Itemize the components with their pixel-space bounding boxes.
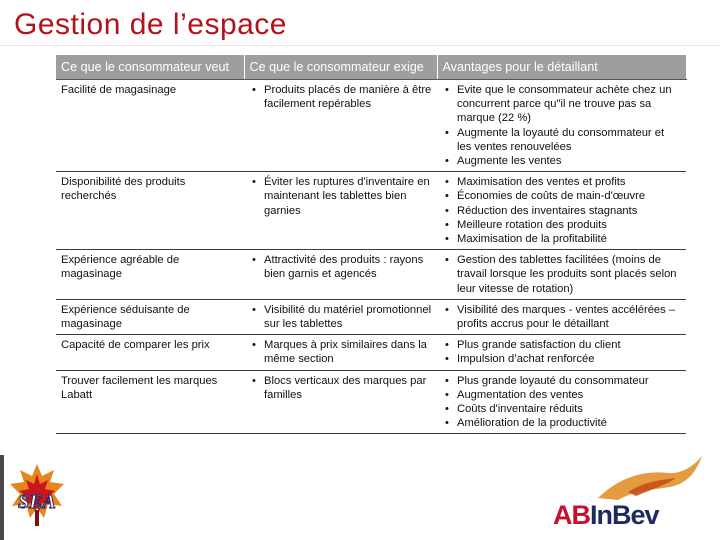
list-item: • Visibilité du matériel promotionnel sur les tablettes bbox=[264, 303, 432, 331]
sea-logo bbox=[4, 462, 70, 532]
exige-list bbox=[249, 253, 432, 281]
list-item: • Plus grande satisfaction du client bbox=[457, 338, 681, 352]
cell-exige bbox=[244, 172, 437, 250]
list-item: • Économies de coûts de main-d'œuvre bbox=[457, 189, 681, 203]
list-item: • Augmente les ventes bbox=[457, 154, 681, 168]
list-item: • Visibilité des marques - ventes accélérées – profits accrus pour le détaillant bbox=[457, 303, 681, 331]
list-item: • Plus grande loyauté du consommateur bbox=[457, 374, 681, 388]
list-item: • Maximisation des ventes et profits bbox=[457, 175, 681, 189]
cell-avantages bbox=[437, 172, 686, 250]
table-row bbox=[56, 370, 686, 434]
cell-veut: Capacité de comparer les prix bbox=[56, 335, 244, 370]
header-veut: Ce que le consommateur veut bbox=[56, 55, 244, 80]
table-row bbox=[56, 299, 686, 334]
table-header-row bbox=[56, 55, 686, 80]
avantages-list bbox=[442, 303, 681, 331]
cell-avantages bbox=[437, 370, 686, 434]
brand-part-ab: AB bbox=[553, 500, 590, 530]
title-divider bbox=[0, 45, 720, 46]
table-row bbox=[56, 172, 686, 250]
cell-veut: Facilité de magasinage bbox=[56, 80, 244, 172]
list-item: • Augmentation des ventes bbox=[457, 388, 681, 402]
cell-veut: Trouver facilement les marques Labatt bbox=[56, 370, 244, 434]
cell-exige bbox=[244, 80, 437, 172]
list-item: • Meilleure rotation des produits bbox=[457, 218, 681, 232]
table-row bbox=[56, 80, 686, 172]
list-item: • Maximisation de la profitabilité bbox=[457, 232, 681, 246]
cell-avantages bbox=[437, 80, 686, 172]
list-item: • Attractivité des produits : rayons bien garnis et agencés bbox=[264, 253, 432, 281]
avantages-list bbox=[442, 253, 681, 296]
abinbev-logo bbox=[553, 500, 659, 531]
exige-list bbox=[249, 374, 432, 402]
sea-logo-text: SEA bbox=[18, 491, 56, 513]
cell-veut: Disponibilité des produits recherchés bbox=[56, 172, 244, 250]
list-item: • Coûts d'inventaire réduits bbox=[457, 402, 681, 416]
brand-part-inbev: InBev bbox=[590, 500, 659, 530]
exige-list bbox=[249, 303, 432, 331]
list-item: • Marques à prix similaires dans la même section bbox=[264, 338, 432, 366]
header-avantages: Avantages pour le détaillant bbox=[437, 55, 686, 80]
cell-veut: Expérience séduisante de magasinage bbox=[56, 299, 244, 334]
table-row bbox=[56, 335, 686, 370]
list-item: • Réduction des inventaires stagnants bbox=[457, 204, 681, 218]
cell-avantages bbox=[437, 335, 686, 370]
exige-list bbox=[249, 338, 432, 366]
avantages-list bbox=[442, 175, 681, 246]
eagle-emblem bbox=[588, 448, 708, 508]
table-row bbox=[56, 250, 686, 300]
list-item: • Gestion des tablettes facilitées (moins de travail lorsque les produits sont placés selon leur vitesse de rotation) bbox=[457, 253, 681, 296]
cell-exige bbox=[244, 370, 437, 434]
avantages-list bbox=[442, 83, 681, 168]
cell-avantages bbox=[437, 299, 686, 334]
avantages-list bbox=[442, 338, 681, 366]
cell-exige bbox=[244, 250, 437, 300]
cell-avantages bbox=[437, 250, 686, 300]
cell-veut: Expérience agréable de magasinage bbox=[56, 250, 244, 300]
avantages-list bbox=[442, 374, 681, 431]
list-item: • Produits placés de manière à être facilement repérables bbox=[264, 83, 432, 111]
list-item: • Augmente la loyauté du consommateur et les ventes renouvelées bbox=[457, 126, 681, 154]
list-item: • Evite que le consommateur achète chez un concurrent parce qu"il ne trouve pas sa marque (22 %) bbox=[457, 83, 681, 126]
cell-exige bbox=[244, 299, 437, 334]
exige-list bbox=[249, 175, 432, 218]
exige-list bbox=[249, 83, 432, 111]
list-item: • Blocs verticaux des marques par familles bbox=[264, 374, 432, 402]
list-item: • Impulsion d’achat renforcée bbox=[457, 352, 681, 366]
header-exige: Ce que le consommateur exige bbox=[244, 55, 437, 80]
space-management-table bbox=[56, 55, 687, 434]
page-title: Gestion de l’espace bbox=[14, 8, 287, 41]
list-item: • Amélioration de la productivité bbox=[457, 416, 681, 430]
cell-exige bbox=[244, 335, 437, 370]
list-item: • Éviter les ruptures d'inventaire en maintenant les tablettes bien garnies bbox=[264, 175, 432, 218]
